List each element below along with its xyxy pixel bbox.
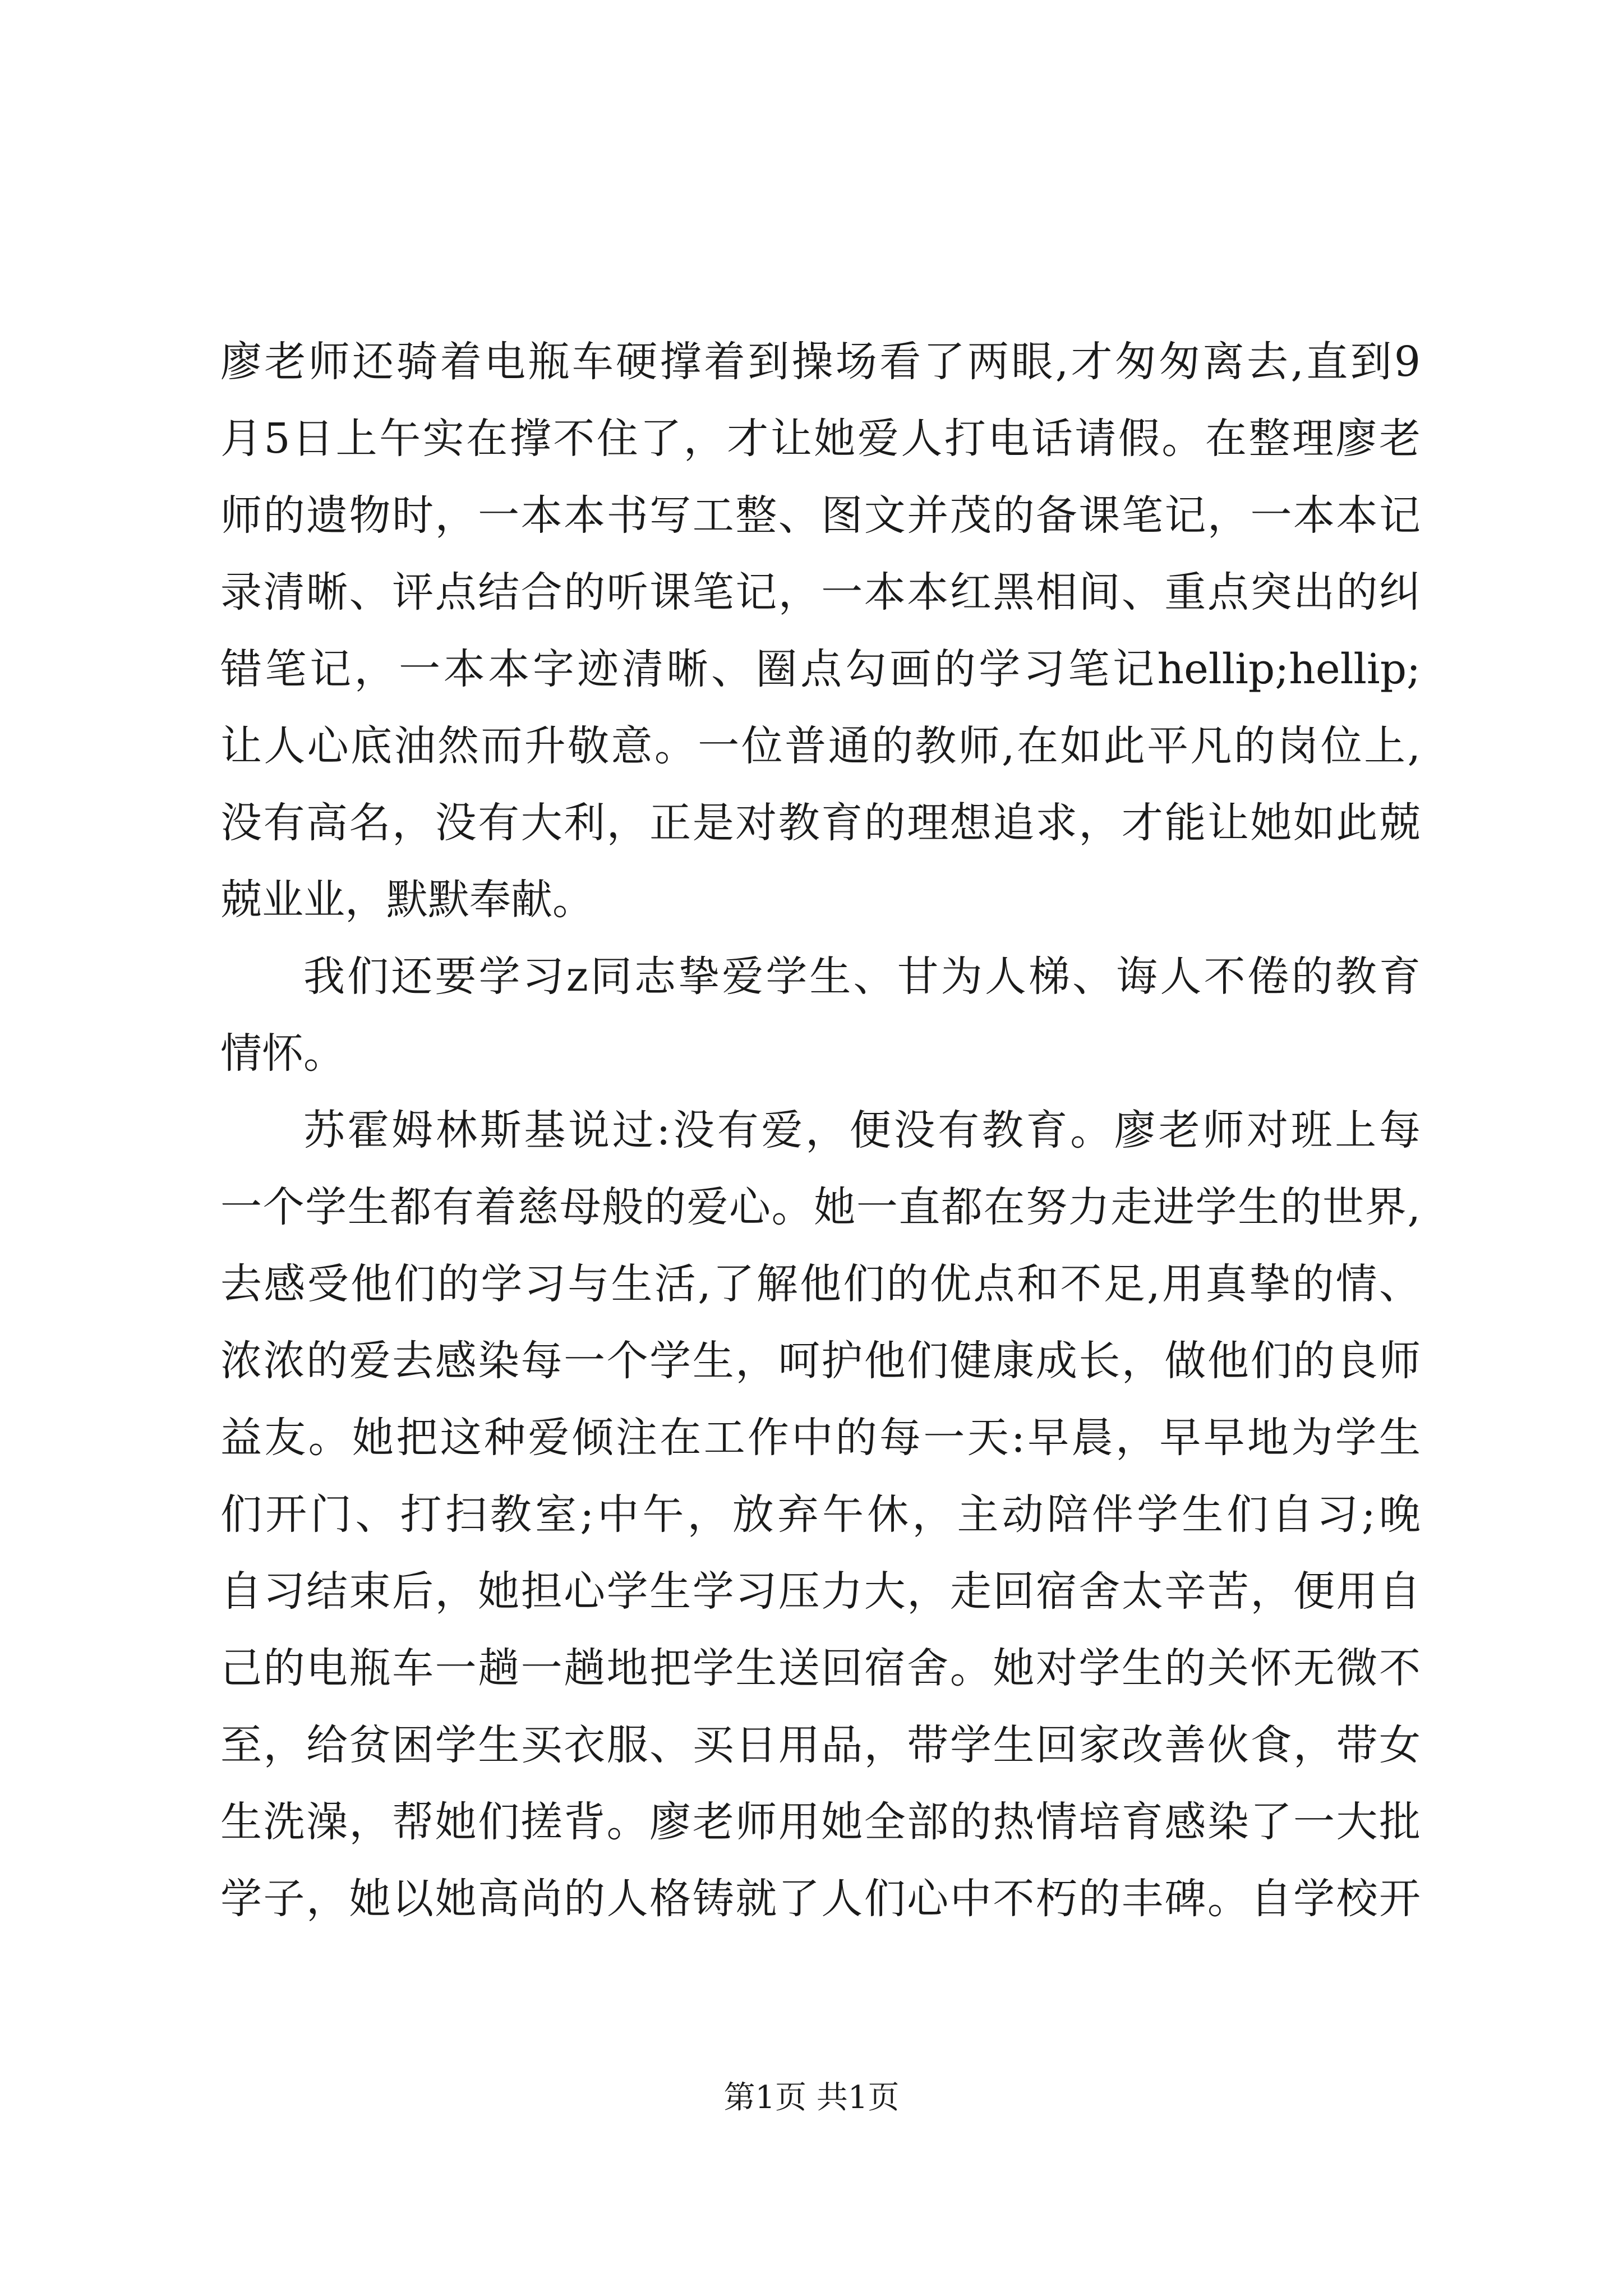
text-line: 一个学生都有着慈母般的爱心。她一直都在努力走进学生的世界, <box>220 1183 1421 1231</box>
text-line: 学子，她以她高尚的人格铸就了人们心中不朽的丰碑。自学校开 <box>220 1875 1421 1923</box>
text-line: 廖老师还骑着电瓶车硬撑着到操场看了两眼,才匆匆离去,直到9 <box>220 338 1421 386</box>
text-line: 生洗澡，帮她们搓背。廖老师用她全部的热情培育感染了一大批 <box>220 1798 1421 1846</box>
text-line: 至，给贫困学生买衣服、买日用品，带学生回家改善伙食，带女 <box>220 1721 1421 1769</box>
text-line: 没有高名，没有大利，正是对教育的理想追求，才能让她如此兢 <box>220 799 1421 847</box>
text-line: 自习结束后，她担心学生学习压力大，走回宿舍太辛苦，便用自 <box>220 1567 1421 1616</box>
text-line: 月5日上午实在撑不住了，才让她爱人打电话请假。在整理廖老 <box>220 415 1421 463</box>
text-line: 浓浓的爱去感染每一个学生，呵护他们健康成长，做他们的良师 <box>220 1337 1421 1385</box>
text-line: 我们还要学习z同志挚爱学生、甘为人梯、诲人不倦的教育 <box>303 953 1421 1001</box>
text-line: 让人心底油然而升敬意。一位普通的教师,在如此平凡的岗位上, <box>220 722 1421 770</box>
text-line: 苏霍姆林斯基说过:没有爱，便没有教育。廖老师对班上每 <box>303 1106 1421 1154</box>
text-line: 师的遗物时，一本本书写工整、图文并茂的备课笔记，一本本记 <box>220 491 1421 540</box>
text-line: 益友。她把这种爱倾注在工作中的每一天:早晨，早早地为学生 <box>220 1414 1421 1462</box>
text-line: 去感受他们的学习与生活,了解他们的优点和不足,用真挚的情、 <box>220 1260 1421 1308</box>
text-line: 们开门、打扫教室;中午，放弃午休，主动陪伴学生们自习;晚 <box>220 1490 1421 1539</box>
text-line: 兢业业，默默奉献。 <box>220 876 594 924</box>
text-line: 情怀。 <box>220 1029 345 1078</box>
text-line: 己的电瓶车一趟一趟地把学生送回宿舍。她对学生的关怀无微不 <box>220 1644 1421 1692</box>
text-line: 错笔记，一本本字迹清晰、圈点勾画的学习笔记hellip;hellip; <box>220 645 1421 693</box>
page-number-footer: 第1页 共1页 <box>723 2079 900 2116</box>
text-line: 录清晰、评点结合的听课笔记，一本本红黑相间、重点突出的纠 <box>220 568 1421 616</box>
